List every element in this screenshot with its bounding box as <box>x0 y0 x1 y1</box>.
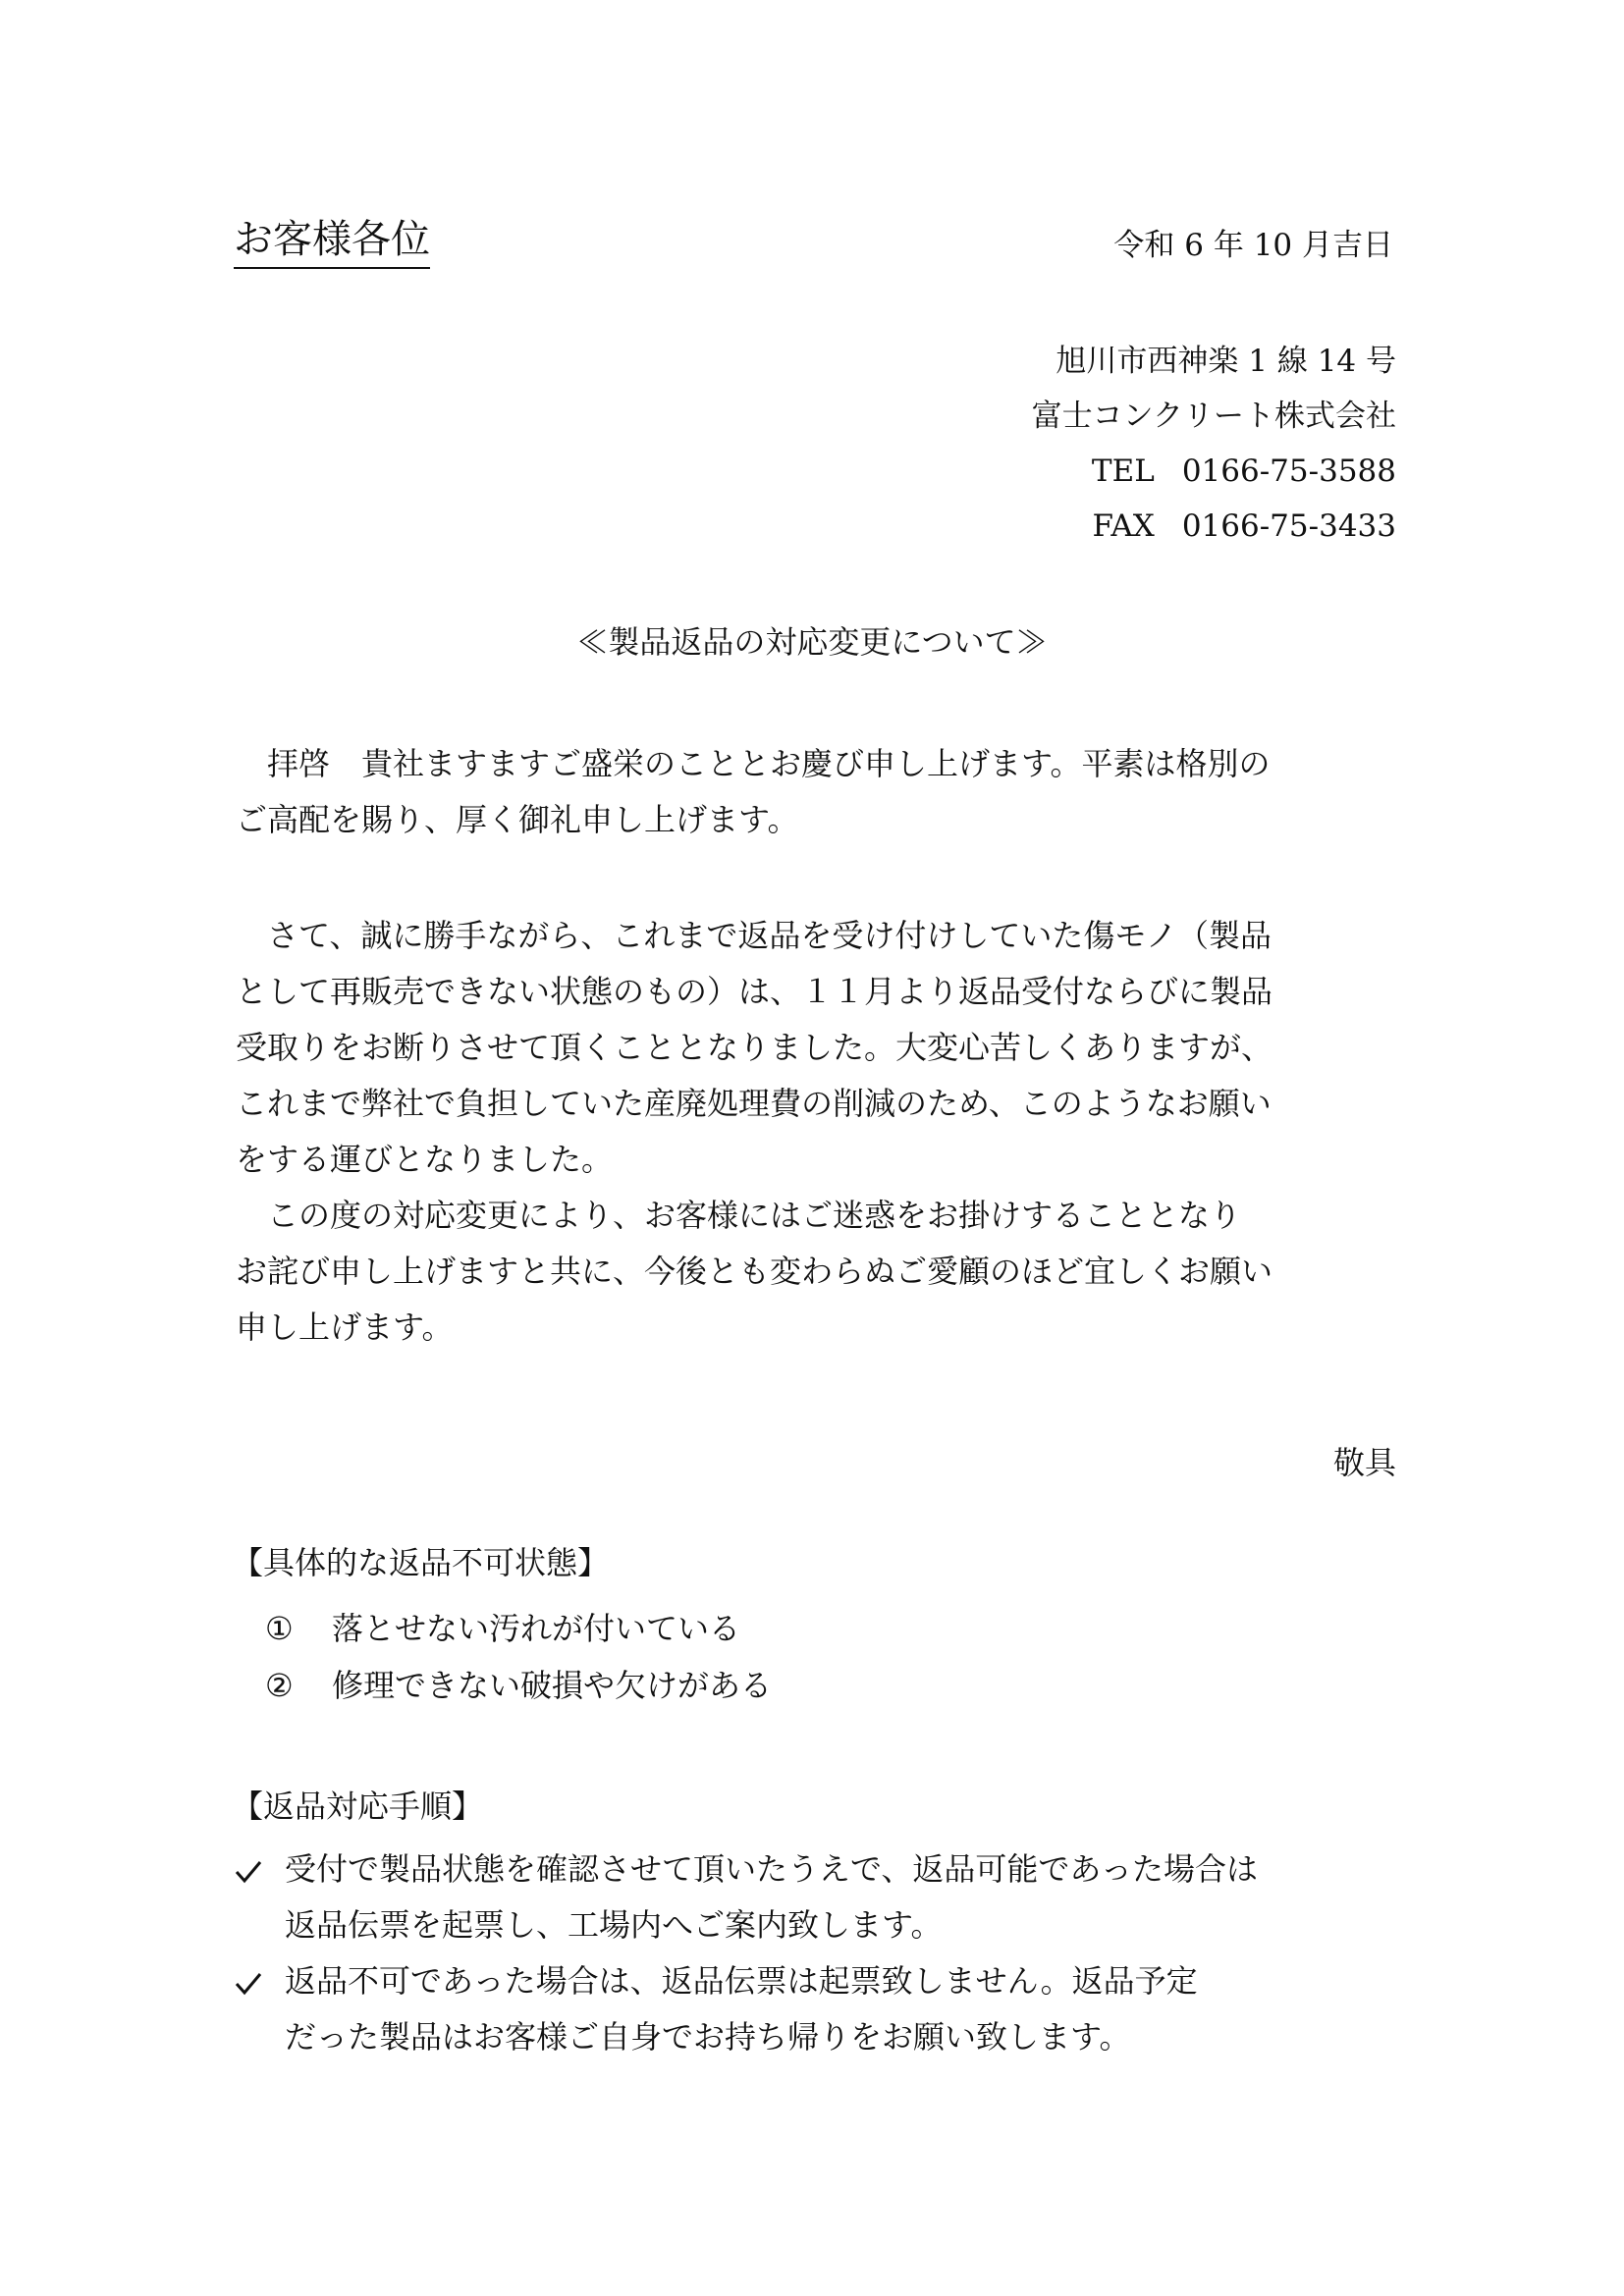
fax-label: FAX <box>1092 508 1155 544</box>
item-line: 返品不可であった場合は、返品伝票は起票致しません。返品予定 <box>285 1962 1198 2000</box>
salutation: お客様各位 <box>234 214 430 269</box>
check-icon <box>234 1953 273 1997</box>
paragraph-line: これまで弊社で負担していた産廃処理費の削減のため、このようなお願い <box>236 1085 1272 1122</box>
procedure-heading: 【返品対応手順】 <box>232 1788 484 1825</box>
item-number: ② <box>265 1667 294 1704</box>
closing-word: 敬具 <box>1332 1444 1396 1481</box>
list-item <box>265 1657 772 1714</box>
paragraph-line: 申し上げます。 <box>236 1308 454 1346</box>
item-line: 返品伝票を起票し、工場内へご案内致します。 <box>285 1906 943 1944</box>
sender-fax <box>1032 499 1396 554</box>
sender-tel <box>1032 444 1396 499</box>
tel-label: TEL <box>1091 454 1155 489</box>
paragraph-line: として再販売できない状態のもの）は、１１月より返品受付ならびに製品 <box>236 973 1273 1010</box>
conditions-heading: 【具体的な返品不可状態】 <box>232 1544 610 1581</box>
paragraph-line: ご高配を賜り、厚く御礼申し上げます。 <box>236 801 799 838</box>
item-number: ① <box>265 1610 294 1647</box>
paragraph-line: さて、誠に勝手ながら、これまで返品を受け付けしていた傷モノ（製品 <box>236 917 1272 954</box>
paragraph-line: 拝啓 貴社ますますご盛栄のこととお慶び申し上げます。平素は格別の <box>236 745 1271 782</box>
greeting-paragraph <box>236 736 1404 848</box>
item-text: 落とせない汚れが付いている <box>332 1610 741 1647</box>
item-line: だった製品はお客様ご自身でお持ち帰りをお願い致します。 <box>285 2018 1131 2056</box>
sender-address: 旭川市西神楽 1 線 14 号 <box>1056 344 1396 379</box>
paragraph-line: をする運びとなりました。 <box>236 1141 614 1178</box>
list-item <box>234 1953 1402 2065</box>
document-title: ≪製品返品の対応変更について≫ <box>576 623 1048 661</box>
list-item <box>265 1600 772 1657</box>
issue-date: 令和 6 年 10 月吉日 <box>1113 228 1393 263</box>
item-line: 受付で製品状態を確認させて頂いたうえで、返品可能であった場合は <box>285 1850 1259 1888</box>
notice-paragraph <box>236 908 1404 1356</box>
paragraph-line: 受取りをお断りさせて頂くこととなりました。大変心苦しくありますが、 <box>236 1029 1273 1066</box>
tel-number: 0166-75-3588 <box>1181 454 1396 489</box>
paragraph-line: お詫び申し上げますと共に、今後とも変わらぬご愛顧のほど宜しくお願い <box>236 1253 1273 1290</box>
sender-company: 富士コンクリート株式会社 <box>1031 399 1396 434</box>
sender-block <box>1032 334 1396 554</box>
procedure-list <box>234 1842 1402 2065</box>
paragraph-line: この度の対応変更により、お客様にはご迷惑をお掛けすることとなり <box>236 1197 1242 1234</box>
check-icon <box>234 1842 273 1885</box>
list-item <box>234 1842 1402 1953</box>
conditions-list <box>265 1600 772 1714</box>
fax-number: 0166-75-3433 <box>1181 508 1396 544</box>
item-text: 修理できない破損や欠けがある <box>332 1667 773 1704</box>
